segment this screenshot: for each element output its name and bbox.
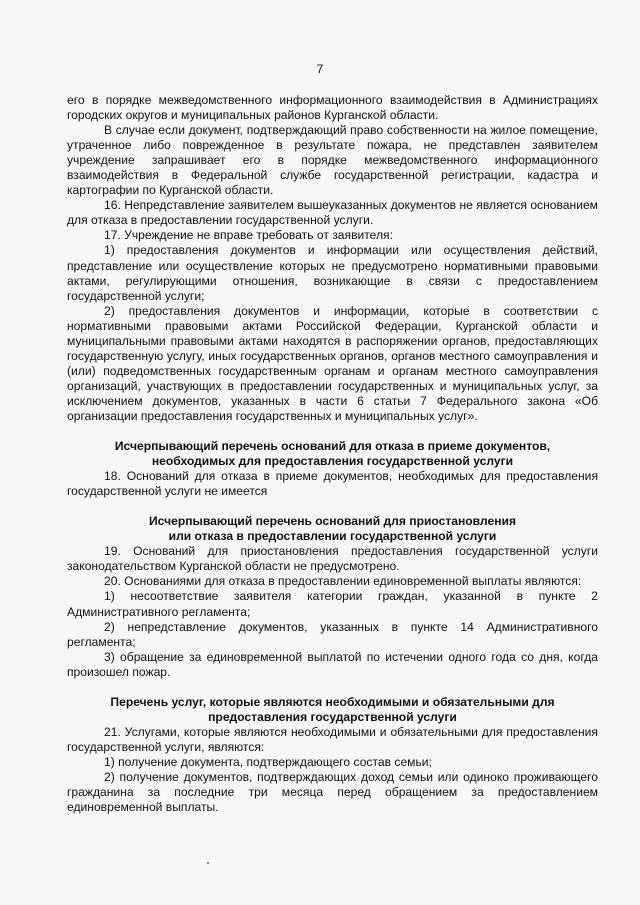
paragraph-continuation: его в порядке межведомственного информационного взаимодействия в Администрациях городских округов и муниципальных районов Курганской области. — [67, 93, 598, 123]
paragraph-21-item-1: 1) получение документа, подтверждающего состав семьи; — [104, 754, 432, 769]
paragraph-17: 17. Учреждение не вправе требовать от заявителя: — [104, 228, 393, 243]
paragraph-21: 21. Услугами, которые являются необходимыми и обязательными для предоставления государственной услуги, являются: — [67, 724, 598, 754]
scan-speck — [207, 862, 209, 864]
section-heading-line: Исчерпывающий перечень оснований для приостановления — [148, 514, 517, 529]
paragraph-ownership-document: В случае если документ, подтверждающий право собственности на жилое помещение, утраченное либо поврежденное в результате пожара, не представлен заявителем учреждение запрашивает его в порядке межведомственного информационного взаимодействия в Федеральной службе государственной регистрации, кадастра и картографии по Курганской области. — [67, 123, 598, 198]
section-heading-line: Исчерпывающий перечень оснований для отказа в приеме документов, — [114, 439, 551, 454]
paragraph-20-item-3: 3) обращение за единовременной выплатой по истечении одного года со дня, когда произошел пожар. — [67, 649, 598, 679]
paragraph-16: 16. Непредставление заявителем вышеуказанных документов не является основанием для отказа в предоставлении государственной услуги. — [67, 198, 598, 228]
section-heading-required-services — [67, 695, 598, 725]
paragraph-20-item-1: 1) несоответствие заявителя категории граждан, указанной в пункте 2 Административного регламента; — [67, 589, 598, 619]
paragraph-21-item-2: 2) получение документов, подтверждающих доход семьи или одиноко проживающего гражданина за последние три месяца перед обращением за предоставлением единовременной выплаты. — [67, 769, 598, 815]
paragraph-19: 19. Оснований для приостановления предоставления государственной услуги законодательством Курганской области не предусмотрено. — [67, 544, 598, 574]
paragraph-20: 20. Основаниями для отказа в предоставлении единовременной выплаты являются: — [104, 574, 582, 589]
paragraph-17-item-2: 2) предоставления документов и информации, которые в соответствии с нормативными правовыми актами Российской Федерации, Курганской области и муниципальными правовыми актами находятся в распоряжении органов, предоставляющих государственную услугу, иных государственных органов, органов местного самоуправления и (или) подведомственных государственным органам и органам местного самоуправления организаций, участвующих в предоставлении государственных и муниципальных услуг, за исключением документов, указанных в части 6 статьи 7 Федерального закона «Об организации предоставления государственных и муниципальных услуг». — [67, 303, 598, 423]
section-heading-line: предоставления государственной услуги — [208, 709, 457, 724]
section-heading-line: необходимых для предоставления государственной услуги — [151, 454, 514, 469]
paragraph-17-item-1: 1) предоставления документов и информации или осуществления действий, представление или осуществление которых не предусмотрено нормативными правовыми актами, регулирующими отношения, возникающие в связи с предоставлением государственной услуги; — [67, 243, 598, 303]
document-body — [67, 93, 598, 815]
section-heading-line: или отказа в предоставлении государственной услуги — [168, 529, 497, 544]
paragraph-18: 18. Оснований для отказа в приеме документов, необходимых для предоставления государственной услуги не имеется — [67, 469, 598, 499]
section-heading-line: Перечень услуг, которые являются необходимыми и обязательными для — [110, 694, 555, 709]
section-heading-refusal-acceptance — [67, 439, 598, 469]
paragraph-20-item-2: 2) непредставление документов, указанных в пункте 14 Административного регламента; — [67, 619, 598, 649]
section-heading-suspension-refusal — [67, 514, 598, 544]
page-number: 7 — [316, 62, 324, 76]
